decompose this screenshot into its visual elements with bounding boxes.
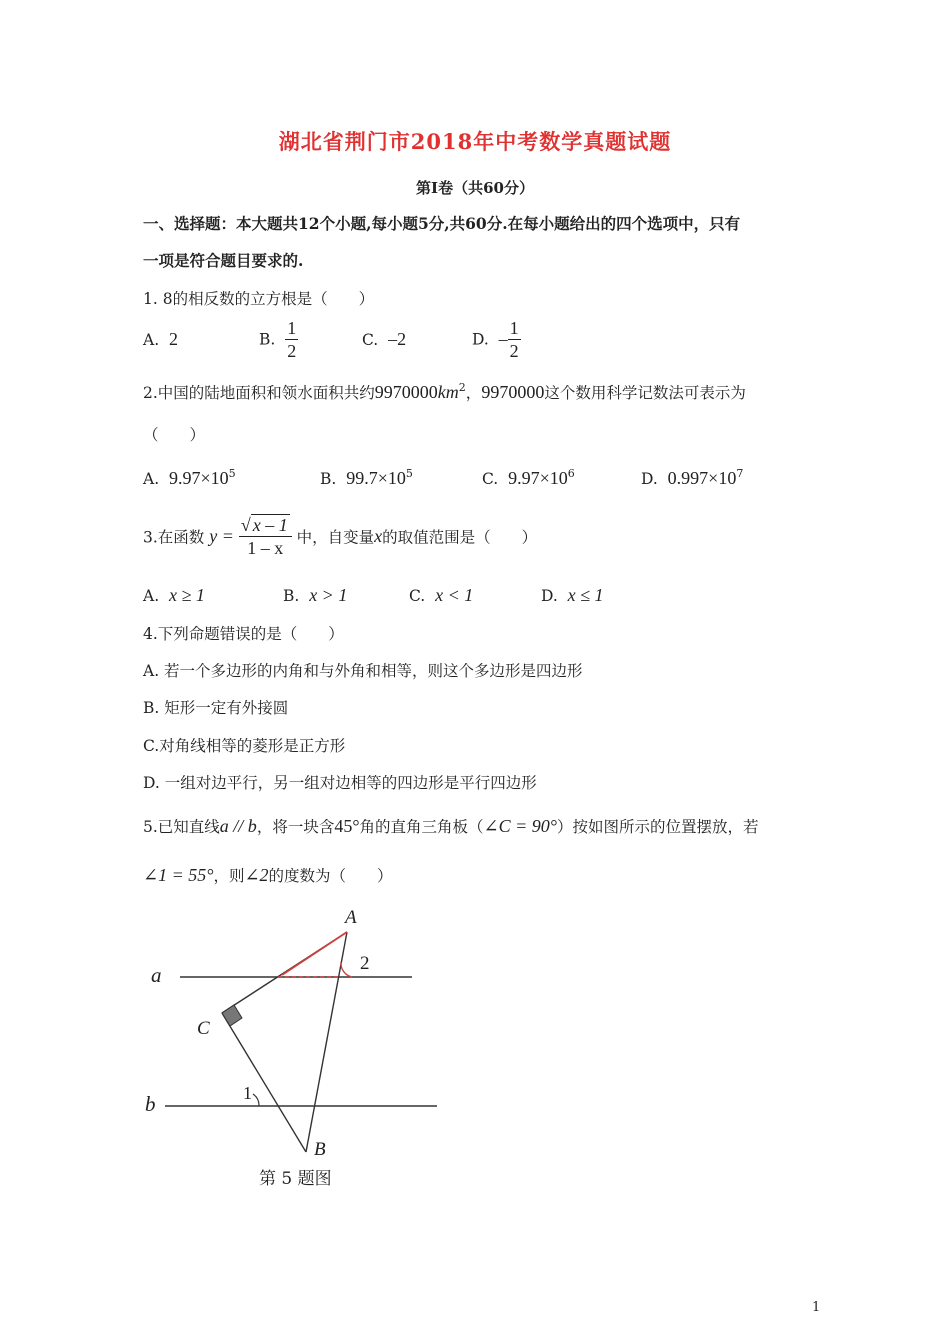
question-2-stem: 2.中国的陆地面积和领水面积共约$9970000km^2$，9970000这个数用科学记数法可表示为 (143, 381, 746, 402)
q3-option-b: B. x > 1 (283, 585, 348, 605)
label-angle-1: 1 (243, 1083, 252, 1103)
question-2-paren: （ ） (143, 426, 206, 444)
label-vertex-c: C (197, 1018, 210, 1039)
label-line-b: b (145, 1092, 156, 1116)
part-heading: 第Ⅰ卷（共60分） (416, 179, 534, 197)
label-vertex-b: B (314, 1139, 326, 1160)
q2-option-c: C. $9.97\times 10^6$ (482, 467, 575, 488)
label-line-a: a (151, 963, 162, 987)
right-angle-mark (222, 1005, 242, 1026)
q2-option-d: D. $0.997\times 10^7$ (641, 467, 744, 488)
q1-option-d: D. – $\frac{1}{2}$ (472, 318, 519, 361)
q1-option-a: A. 2 (143, 329, 178, 349)
question-3-stem: 3.在函数 y = $\frac{√ x - 1}{1 - x}$ 中，自变量x的取值范围是（ ） (143, 515, 538, 558)
question-4-stem: 4.下列命题错误的是（ ） (143, 625, 344, 643)
section-instructions-line2: 一项是符合题目要求的. (143, 251, 304, 270)
q3-option-d: D. x ≤ 1 (541, 585, 604, 605)
question-5-ask: ∠1 = 55°，则∠2的度数为（ ） (143, 865, 393, 885)
q1-option-b: B. $\frac{1}{2}$ (259, 318, 297, 361)
figure-caption: 第 5 题图 (259, 1169, 332, 1189)
question-1-stem: 1. 8的相反数的立方根是（ ） (143, 290, 375, 308)
q1-option-c: C. –2 (362, 329, 407, 349)
q3-option-a: A. x ≥ 1 (143, 585, 205, 605)
page-title: 湖北省荆门市2018年中考数学真题试题 (278, 129, 672, 154)
angle-2-arc (341, 962, 352, 977)
q4-option-c: C.对角线相等的菱形是正方形 (143, 737, 346, 755)
page-number: 1 (812, 1300, 821, 1315)
q2-option-a: A. $9.97\times 10^5$ (143, 467, 236, 488)
section-instructions-line1: 一、选择题：本大题共12个小题,每小题5分,共60分.在每小题给出的四个选项中，只有 (143, 214, 741, 233)
q3-option-c: C. x < 1 (409, 585, 474, 605)
side-cb (222, 1013, 306, 1152)
q4-option-d: D. 一组对边平行，另一组对边相等的四边形是平行四边形 (143, 774, 537, 792)
q2-option-b: B. $99.7\times 10^5$ (320, 467, 413, 488)
q4-option-a: A. 若一个多边形的内角和与外角和相等，则这个多边形是四边形 (143, 662, 583, 680)
label-vertex-a: A (345, 907, 357, 928)
red-segment-ca (282, 932, 347, 975)
q4-option-b: B. 矩形一定有外接圆 (143, 699, 289, 717)
question-5-stem: 5.已知直线a // b，将一块含45°角的直角三角板（∠C = 90°）按如图所示的位置摆放，若 (143, 816, 759, 836)
angle-1-arc (253, 1094, 259, 1106)
label-angle-2: 2 (360, 953, 370, 974)
